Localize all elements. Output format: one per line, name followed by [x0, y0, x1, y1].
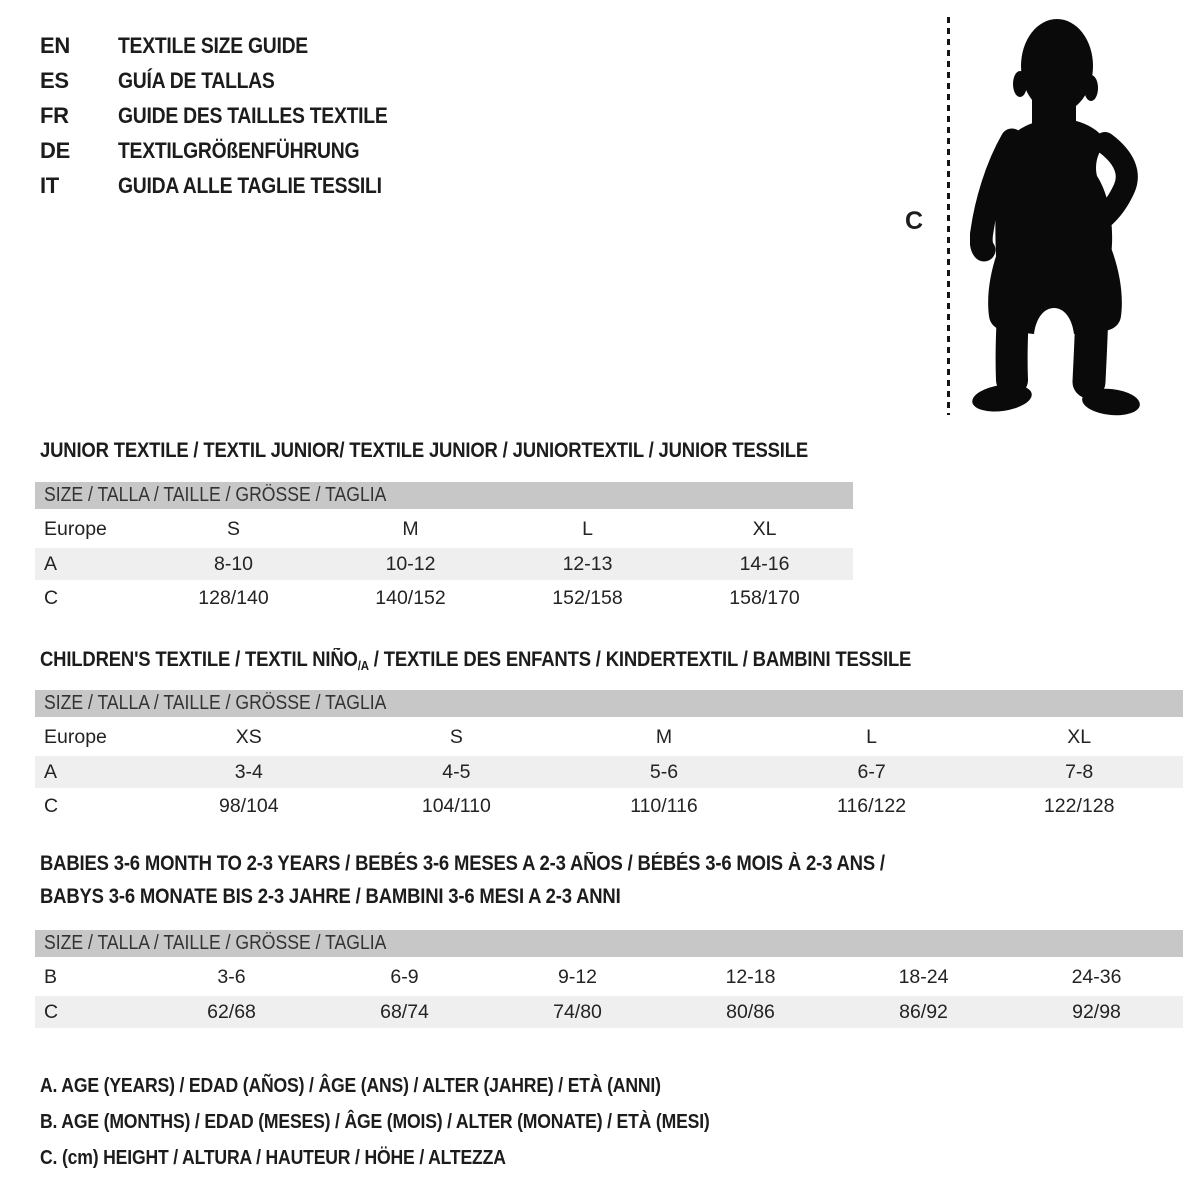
table-cell: 62/68 [207, 1000, 256, 1023]
language-title-block [40, 28, 424, 203]
table-cell: 98/104 [218, 794, 279, 817]
size-column: S [449, 725, 463, 748]
babies-size-table [35, 930, 1183, 1028]
table-cell: 18-24 [898, 965, 949, 988]
size-column: XS [235, 725, 262, 748]
table-cell: 92/98 [1072, 1000, 1121, 1023]
babies-height-row [35, 994, 1183, 1028]
table-cell: 152/158 [552, 586, 623, 609]
region-label: Europe [44, 725, 107, 748]
table-cell: 6-9 [390, 965, 419, 988]
size-column: M [655, 725, 673, 748]
table-cell: 6-7 [857, 760, 886, 783]
row-label: C [44, 1000, 59, 1023]
table-cell: 9-12 [557, 965, 598, 988]
legend-age-years: A. AGE (YEARS) / EDAD (AÑOS) / ÂGE (ANS) / ALTER (JAHRE) / ETÀ (ANNI) [40, 1074, 661, 1097]
babies-months-row [35, 960, 1183, 994]
babies-section-heading: BABIES 3-6 MONTH TO 2-3 YEARS / BEBÉS 3-6 MESES A 2-3 AÑOS / BÉBÉS 3-6 MOIS À 2-3 ANS / BABYS 3-6 MONATE BIS 2-3 JAHRE / BAMBINI 3-6 MESI A 2-3 ANNI [40, 852, 885, 908]
size-table-header-bar: SIZE / TALLA / TAILLE / GRÖSSE / TAGLIA [35, 690, 1183, 717]
table-cell: 80/86 [726, 1000, 775, 1023]
children-column-header-row [35, 720, 1183, 754]
measurement-legend [40, 1068, 801, 1176]
language-title: TEXTILE SIZE GUIDE [118, 32, 308, 58]
height-dashed-line [947, 17, 950, 415]
legend-age-months: B. AGE (MONTHS) / EDAD (MESES) / ÂGE (MOIS) / ALTER (MONATE) / ETÀ (MESI) [40, 1110, 710, 1133]
size-column: XL [752, 517, 777, 540]
size-table-header-bar: SIZE / TALLA / TAILLE / GRÖSSE / TAGLIA [35, 482, 853, 509]
language-code: EN [40, 32, 70, 58]
table-cell: 3-4 [234, 760, 263, 783]
size-column: L [582, 517, 593, 540]
language-title: GUIDE DES TAILLES TEXTILE [118, 102, 388, 128]
size-table-header-bar: SIZE / TALLA / TAILLE / GRÖSSE / TAGLIA [35, 930, 1183, 957]
table-cell: 74/80 [553, 1000, 602, 1023]
region-label: Europe [44, 517, 107, 540]
language-title: TEXTILGRÖßENFÜHRUNG [118, 137, 360, 163]
table-cell: 86/92 [899, 1000, 948, 1023]
table-cell: 8-10 [213, 552, 254, 575]
table-cell: 128/140 [198, 586, 269, 609]
row-label: B [44, 965, 58, 988]
row-label: C [44, 586, 59, 609]
junior-column-header-row [35, 512, 853, 546]
size-column: L [866, 725, 877, 748]
junior-section-heading: JUNIOR TEXTILE / TEXTIL JUNIOR/ TEXTILE JUNIOR / JUNIORTEXTIL / JUNIOR TESSILE [40, 439, 809, 462]
language-code: ES [40, 67, 69, 93]
table-cell: 110/116 [630, 794, 698, 817]
row-label: A [44, 760, 58, 783]
table-cell: 4-5 [442, 760, 471, 783]
size-column: S [226, 517, 240, 540]
language-title: GUÍA DE TALLAS [118, 67, 275, 93]
children-size-table [35, 690, 1183, 822]
table-cell: 3-6 [217, 965, 246, 988]
table-cell: 158/170 [729, 586, 800, 609]
table-cell: 140/152 [375, 586, 446, 609]
table-cell: 116/122 [837, 794, 907, 817]
table-cell: 104/110 [421, 794, 491, 817]
language-title: GUIDA ALLE TAGLIE TESSILI [118, 172, 382, 198]
language-row-de [40, 133, 424, 168]
table-cell: 7-8 [1065, 760, 1094, 783]
toddler-silhouette-icon [970, 18, 1140, 418]
children-section-heading: CHILDREN'S TEXTILE / TEXTIL $NIÑO_{/A}$ / TEXTILE DES ENFANTS / KINDERTEXTIL / BAMBINI TESSILE [40, 648, 912, 673]
language-code: FR [40, 102, 69, 128]
language-row-fr [40, 98, 424, 133]
junior-size-table [35, 482, 853, 614]
language-code: DE [40, 137, 70, 163]
language-row-it [40, 168, 424, 203]
row-label: C [44, 794, 59, 817]
table-cell: 10-12 [385, 552, 436, 575]
table-cell: 68/74 [380, 1000, 429, 1023]
language-row-en [40, 28, 424, 63]
size-column: M [402, 517, 419, 540]
junior-height-row [35, 580, 853, 614]
children-height-row [35, 788, 1183, 822]
table-cell: 5-6 [649, 760, 679, 783]
legend-height-cm: C. (cm) HEIGHT / ALTURA / HAUTEUR / HÖHE / ALTEZZA [40, 1146, 506, 1169]
junior-age-row [35, 546, 853, 580]
table-cell: 14-16 [739, 552, 790, 575]
table-cell: 12-13 [562, 552, 613, 575]
language-code: IT [40, 172, 59, 198]
size-column: XL [1067, 725, 1092, 748]
nino-a-subscript: /A [357, 658, 369, 673]
table-cell: 12-18 [725, 965, 776, 988]
language-row-es [40, 63, 424, 98]
table-cell: 24-36 [1071, 965, 1122, 988]
row-label: A [44, 552, 58, 575]
table-cell: 122/128 [1043, 794, 1115, 817]
height-measure-label: C [905, 207, 924, 235]
children-age-row [35, 754, 1183, 788]
